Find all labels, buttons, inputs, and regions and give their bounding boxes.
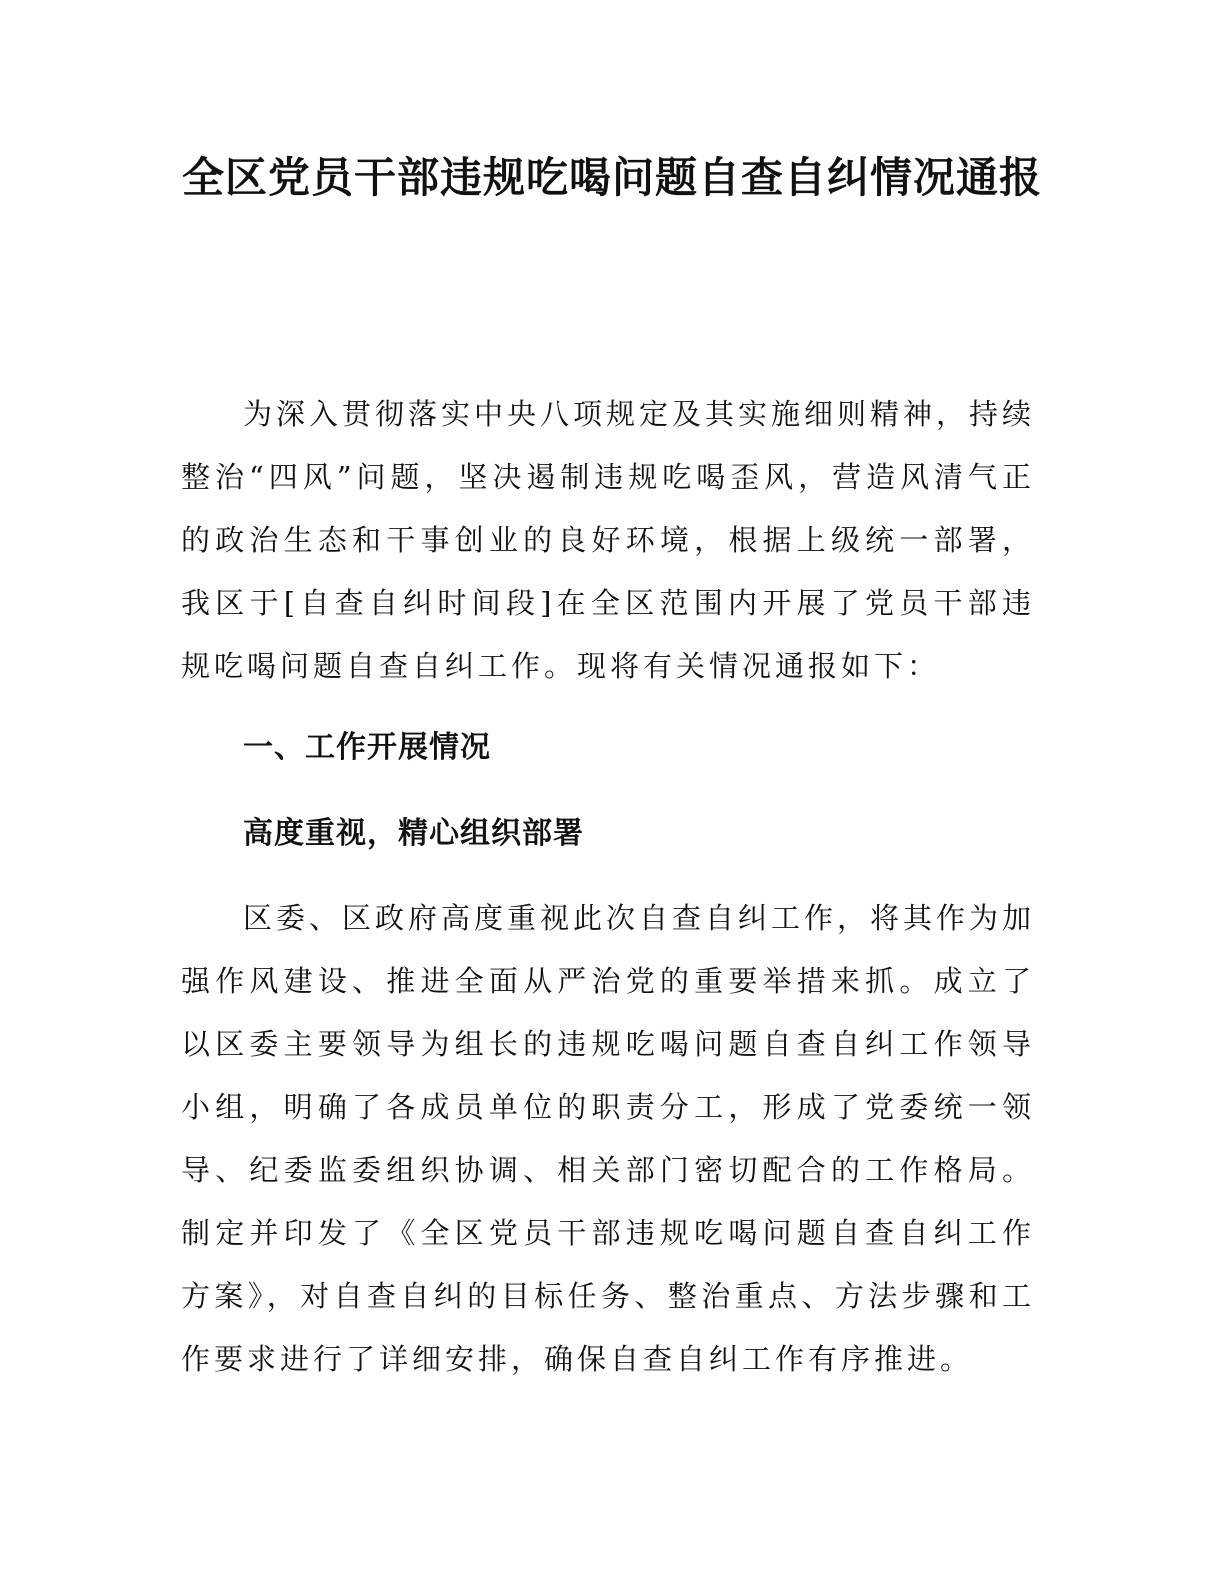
body-paragraph: 区委、区政府高度重视此次自查自纠工作，将其作为加强作风建设、推进全面从严治党的重要举措来抓。成立了以区委主要领导为组长的违规吃喝问题自查自纠工作领导小组，明确了各成员单位的职责分工，形成了党委统一领导、纪委监委组织协调、相关部门密切配合的工作格局。制定并印发了《全区党员干部违规吃喝问题自查自纠工作方案》，对自查自纠的目标任务、整治重点、方法步骤和工作要求进行了详细安排，确保自查自纠工作有序推进。	[181, 901, 1036, 1376]
intro-paragraph: 为深入贯彻落实中央八项规定及其实施细则精神，持续整治“四风”问题，坚决遏制违规吃喝歪风，营造风清气正的政治生态和干事创业的良好环境，根据上级统一部署，我区于[自查自纠时间段]在全区范围内开展了党员干部违规吃喝问题自查自纠工作。现将有关情况通报如下：	[181, 397, 1036, 683]
section-heading: 一、工作开展情况	[243, 730, 491, 765]
document-title: 全区党员干部违规吃喝问题自查自纠情况通报	[181, 153, 1042, 202]
subsection-heading: 高度重视，精心组织部署	[243, 816, 584, 851]
